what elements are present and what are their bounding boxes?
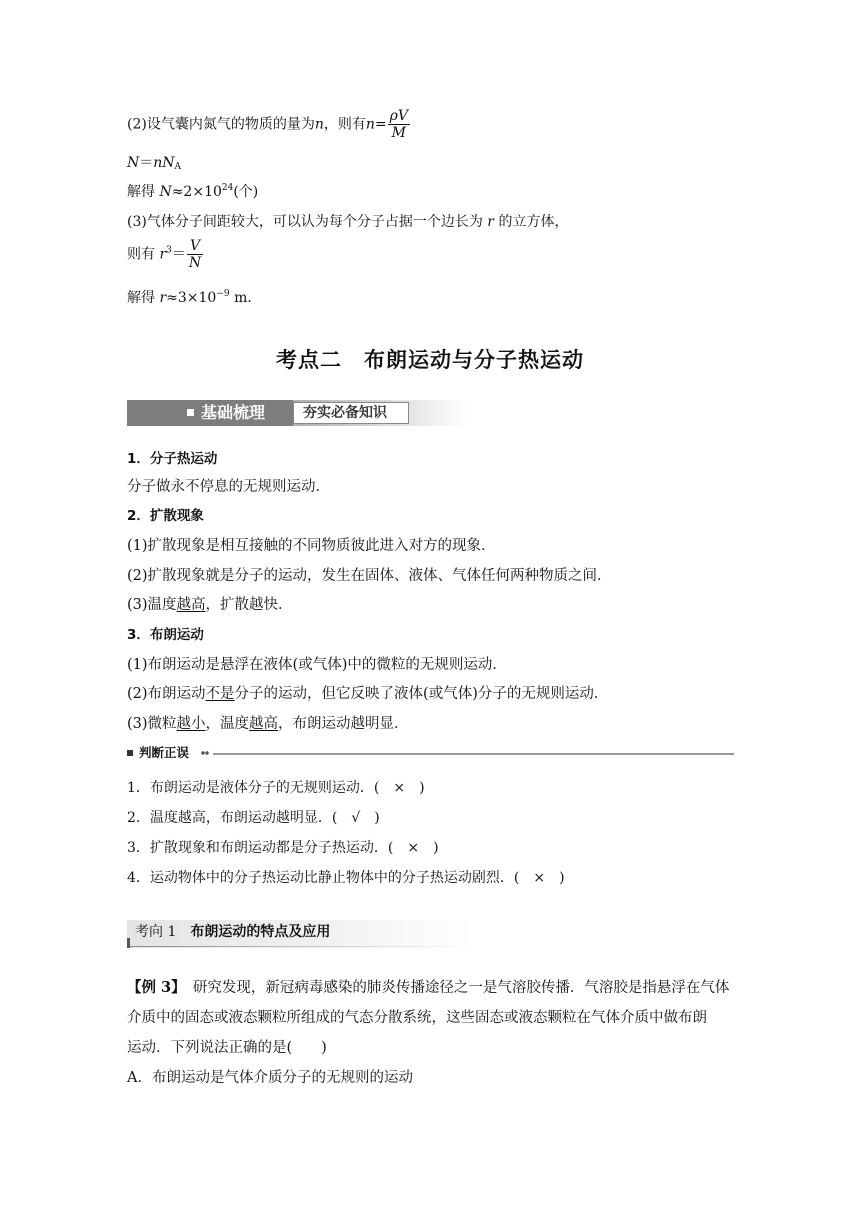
kaoxiang-header bbox=[127, 920, 473, 948]
fraction-rho-v-over-m bbox=[388, 108, 410, 141]
judge-item-3: 3．扩散现象和布朗运动都是分子热运动．( × ) bbox=[127, 840, 439, 856]
text: 的立方体， bbox=[498, 214, 569, 230]
text: 分子的运动，但它反映了液体(或气体)分子的无规则运动． bbox=[234, 686, 609, 702]
var-r: r bbox=[159, 290, 167, 306]
text: ，温度 bbox=[205, 716, 250, 732]
heading-3: 3．布朗运动 bbox=[127, 627, 204, 643]
fraction-v-over-n bbox=[187, 238, 203, 271]
underlined-text: 不是 bbox=[205, 686, 235, 702]
solution-line-4 bbox=[127, 182, 258, 202]
kaoxiang-text: 布朗运动的特点及应用 bbox=[190, 924, 331, 940]
example-tag: 【例 3】 bbox=[127, 979, 179, 996]
equals: = bbox=[374, 116, 387, 133]
paragraph-3b bbox=[127, 684, 608, 704]
text: (个) bbox=[233, 184, 259, 200]
solution-line-7 bbox=[127, 288, 261, 308]
text: 解得 bbox=[127, 290, 155, 306]
kaoxiang-underline bbox=[130, 946, 473, 947]
superscript: −9 bbox=[216, 289, 230, 299]
text: (2)设气囊内氮气的物质的量为 bbox=[127, 116, 315, 133]
text: (3)气体分子间距较大，可以认为每个分子占据一个边长为 bbox=[127, 214, 483, 230]
numerator: V bbox=[187, 238, 203, 255]
equals: ＝ bbox=[171, 246, 186, 263]
text: (3)温度 bbox=[127, 597, 177, 613]
heading-1: 1．分子热运动 bbox=[127, 451, 218, 467]
var-N: N bbox=[159, 184, 172, 200]
text: 解得 bbox=[127, 184, 155, 200]
kaoxiang-label: 考向 1 bbox=[135, 924, 177, 940]
underlined-text: 越高 bbox=[176, 597, 206, 613]
text: ≈3×10 bbox=[166, 290, 217, 306]
solution-line-2 bbox=[127, 108, 410, 141]
judge-header bbox=[127, 745, 734, 763]
judge-title: 判断正误 bbox=[139, 745, 190, 760]
square-bullet-icon bbox=[127, 750, 133, 756]
banner-right-label: 夯实必备知识 bbox=[303, 405, 387, 421]
superscript: 3 bbox=[166, 245, 172, 256]
text: ，布朗运动越明显． bbox=[278, 716, 409, 732]
text: ，扩散越快． bbox=[205, 597, 293, 613]
banner-basics bbox=[127, 400, 467, 426]
var-n: n bbox=[314, 116, 324, 133]
paragraph-1: 分子做永不停息的无规则运动． bbox=[127, 479, 330, 495]
section-title: 考点二 布朗运动与分子热运动 bbox=[276, 348, 584, 372]
numerator: ρV bbox=[389, 108, 408, 124]
superscript: 24 bbox=[221, 183, 234, 193]
banner-left-label: 基础梳理 bbox=[201, 403, 266, 422]
var-r: r bbox=[487, 214, 494, 230]
example-line-1 bbox=[127, 978, 729, 998]
text: 则有 bbox=[127, 246, 155, 263]
kaoxiang-title bbox=[135, 922, 330, 942]
text: (3)微粒 bbox=[127, 716, 177, 732]
underlined-text: 越小 bbox=[176, 716, 206, 732]
judge-item-2: 2．温度越高，布朗运动越明显．( √ ) bbox=[127, 810, 380, 826]
judge-item-4: 4．运动物体中的分子热运动比静止物体中的分子热运动剧烈．( × ) bbox=[127, 870, 565, 886]
paragraph-3a: (1)布朗运动是悬浮在液体(或气体)中的微粒的无规则运动． bbox=[127, 657, 507, 673]
text: (2)布朗运动 bbox=[127, 686, 206, 702]
denominator: M bbox=[391, 125, 406, 141]
equals: ＝ bbox=[139, 155, 154, 171]
dots-decoration bbox=[201, 748, 209, 758]
denominator: N bbox=[188, 255, 202, 271]
subscript: A bbox=[174, 162, 182, 172]
var-n: n bbox=[365, 116, 375, 133]
paragraph-2b: (2)扩散现象就是分子的运动，发生在固体、液体、气体任何两种物质之间． bbox=[127, 568, 612, 584]
text: ≈2×10 bbox=[171, 184, 222, 200]
solution-line-5 bbox=[127, 212, 568, 232]
paragraph-2a: (1)扩散现象是相互接触的不同物质彼此进入对方的现象． bbox=[127, 538, 496, 554]
text: ，则有 bbox=[323, 116, 366, 133]
var-r: r bbox=[159, 246, 167, 263]
heading-2: 2．扩散现象 bbox=[127, 508, 204, 524]
paragraph-3c bbox=[127, 714, 409, 734]
paragraph-2c bbox=[127, 595, 293, 615]
underlined-text: 越高 bbox=[249, 716, 279, 732]
square-bullet-icon bbox=[187, 409, 194, 416]
example-line-3: 运动．下列说法正确的是( ) bbox=[127, 1040, 327, 1056]
text: m． bbox=[229, 290, 262, 306]
judge-item-1: 1．布朗运动是液体分子的无规则运动．( × ) bbox=[127, 780, 425, 796]
divider bbox=[213, 753, 734, 755]
example-option-a: A．布朗运动是气体介质分子的无规则的运动 bbox=[127, 1070, 413, 1086]
var-N: N bbox=[127, 155, 140, 171]
solution-line-6 bbox=[127, 238, 203, 271]
example-line-2: 介质中的固态或液态颗粒所组成的气态分散系统，这些固态或液态颗粒在气体介质中做布朗 bbox=[127, 1010, 707, 1026]
solution-line-3 bbox=[127, 153, 181, 173]
var-nN: nN bbox=[153, 155, 175, 171]
text: 研究发现，新冠病毒感染的肺炎传播途径之一是气溶胶传播．气溶胶是指悬浮在气体 bbox=[192, 980, 730, 996]
